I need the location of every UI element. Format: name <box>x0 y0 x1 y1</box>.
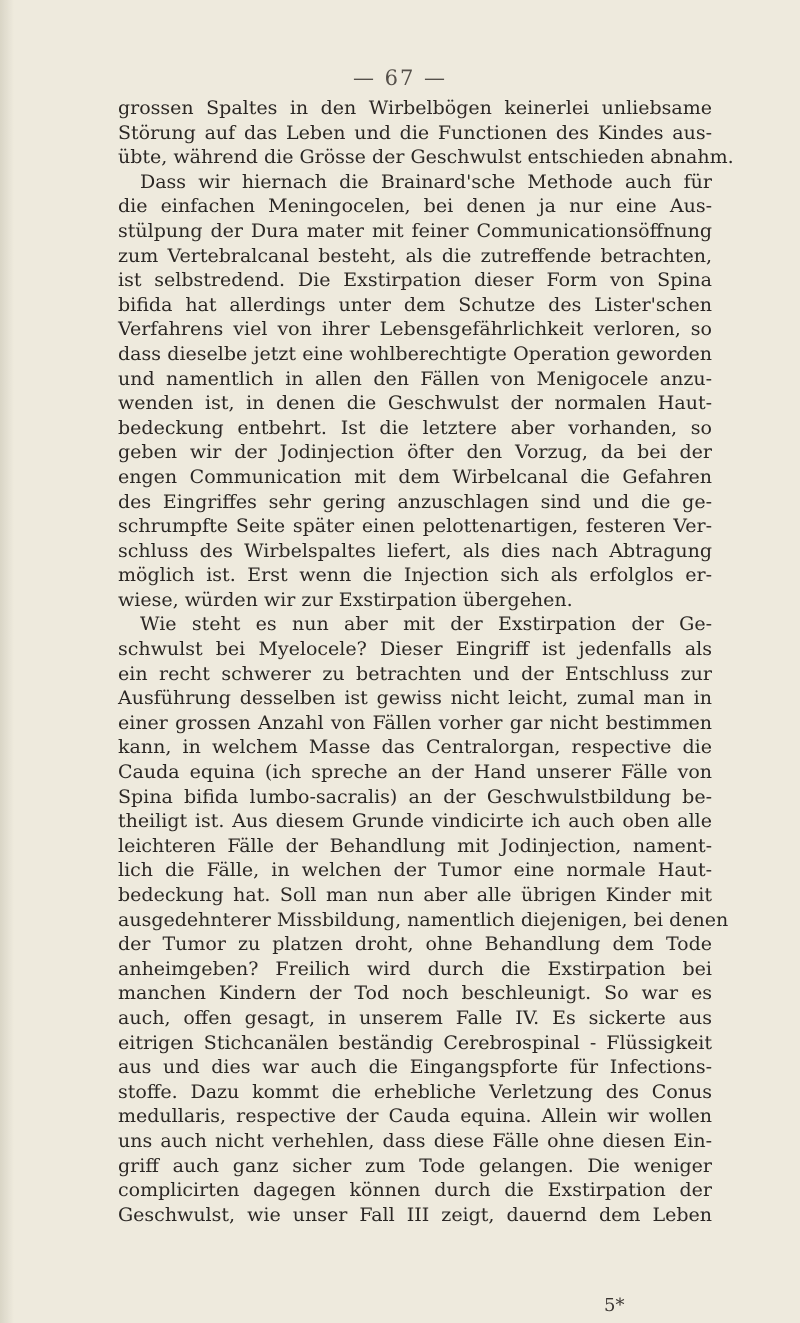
text-line: uns auch nicht verhehlen, dass diese Fälle ohne diesen Ein- <box>118 1129 712 1152</box>
text-line: manchen Kindern der Tod noch beschleunigt. So war es <box>118 982 712 1005</box>
page-header: — 67 — <box>352 66 448 90</box>
page-edge-shadow <box>0 0 14 1323</box>
text-line: schluss des Wirbelspaltes liefert, als dies nach Abtragung <box>118 539 712 562</box>
text-line: kann, in welchem Masse das Centralorgan, respective die <box>118 736 712 759</box>
text-line: ist selbstredend. Die Exstirpation dieser Form von Spina <box>118 269 712 292</box>
text-line: Geschwulst, wie unser Fall III zeigt, dauernd dem Leben <box>118 1203 712 1226</box>
text-line: wiese, würden wir zur Exstirpation übergehen. <box>118 588 573 611</box>
text-line: wenden ist, in denen die Geschwulst der normalen Haut- <box>118 392 712 415</box>
body-text <box>118 96 734 1227</box>
text-line: Ausführung desselben ist gewiss nicht leicht, zumal man in <box>118 687 712 710</box>
text-line: der Tumor zu platzen droht, ohne Behandlung dem Tode <box>118 933 712 956</box>
text-line: medullaris, respective der Cauda equina. Allein wir wollen <box>118 1105 712 1128</box>
text-line: leichteren Fälle der Behandlung mit Jodinjection, nament- <box>118 834 712 857</box>
text-line: Cauda equina (ich spreche an der Hand unserer Fälle von <box>118 761 712 784</box>
text-line: auch, offen gesagt, in unserem Falle IV. Es sickerte aus <box>118 1006 712 1029</box>
text-line: stoffe. Dazu kommt die erhebliche Verletzung des Conus <box>118 1080 712 1103</box>
text-line: zum Vertebralcanal besteht, als die zutreffende betrachten, <box>118 244 712 267</box>
text-line: Störung auf das Leben und die Functionen des Kindes aus- <box>118 121 712 144</box>
text-line: schwulst bei Myelocele? Dieser Eingriff ist jedenfalls als <box>118 638 712 661</box>
text-line: engen Communication mit dem Wirbelcanal die Gefahren <box>118 465 712 488</box>
text-line: complicirten dagegen können durch die Exstirpation der <box>118 1179 712 1202</box>
text-line: und namentlich in allen den Fällen von Menigocele anzu- <box>118 367 712 390</box>
text-line: schrumpfte Seite später einen pelottenartigen, festeren Ver- <box>118 515 712 538</box>
text-line: grossen Spaltes in den Wirbelbögen keinerlei unliebsame <box>118 97 712 119</box>
text-line: ein recht schwerer zu betrachten und der Entschluss zur <box>118 662 712 685</box>
text-line: dass dieselbe jetzt eine wohlberechtigte Operation geworden <box>118 342 712 365</box>
text-line: theiligt ist. Aus diesem Grunde vindicirte ich auch oben alle <box>118 810 712 833</box>
text-line: übte, während die Grösse der Geschwulst entschieden abnahm. <box>118 146 734 169</box>
text-line: des Eingriffes sehr gering anzuschlagen sind und die ge- <box>118 490 712 513</box>
text-line: lich die Fälle, in welchen der Tumor eine normale Haut- <box>118 859 712 882</box>
text-line: eitrigen Stichcanälen beständig Cerebrospinal - Flüssigkeit <box>118 1031 712 1054</box>
text-line: bedeckung entbehrt. Ist die letztere aber vorhanden, so <box>118 416 712 439</box>
text-line: einer grossen Anzahl von Fällen vorher gar nicht bestimmen <box>118 711 712 734</box>
text-line: anheimgeben? Freilich wird durch die Exstirpation bei <box>118 957 712 980</box>
text-line: ausgedehnterer Missbildung, namentlich diejenigen, bei denen <box>118 908 729 931</box>
text-line: geben wir der Jodinjection öfter den Vorzug, da bei der <box>118 441 712 464</box>
signature-mark: 5* <box>604 1295 625 1316</box>
text-line: die einfachen Meningocelen, bei denen ja nur eine Aus- <box>118 195 712 218</box>
text-line: bifida hat allerdings unter dem Schutze des Lister'schen <box>118 293 712 316</box>
text-line: möglich ist. Erst wenn die Injection sich als erfolglos er- <box>118 564 712 587</box>
text-line: griff auch ganz sicher zum Tode gelangen. Die weniger <box>118 1154 712 1177</box>
text-line: Wie steht es nun aber mit der Exstirpation der Ge- <box>140 613 712 636</box>
text-line: bedeckung hat. Soll man nun aber alle übrigen Kinder mit <box>118 884 712 906</box>
text-line: Verfahrens viel von ihrer Lebensgefährlichkeit verloren, so <box>118 318 712 341</box>
text-line: stülpung der Dura mater mit feiner Communicationsöffnung <box>118 219 712 242</box>
text-line: aus und dies war auch die Eingangspforte für Infections- <box>118 1056 712 1079</box>
text-line: Dass wir hiernach die Brainard'sche Methode auch für <box>140 170 712 193</box>
text-line: Spina bifida lumbo-sacralis) an der Geschwulstbildung be- <box>118 785 712 808</box>
